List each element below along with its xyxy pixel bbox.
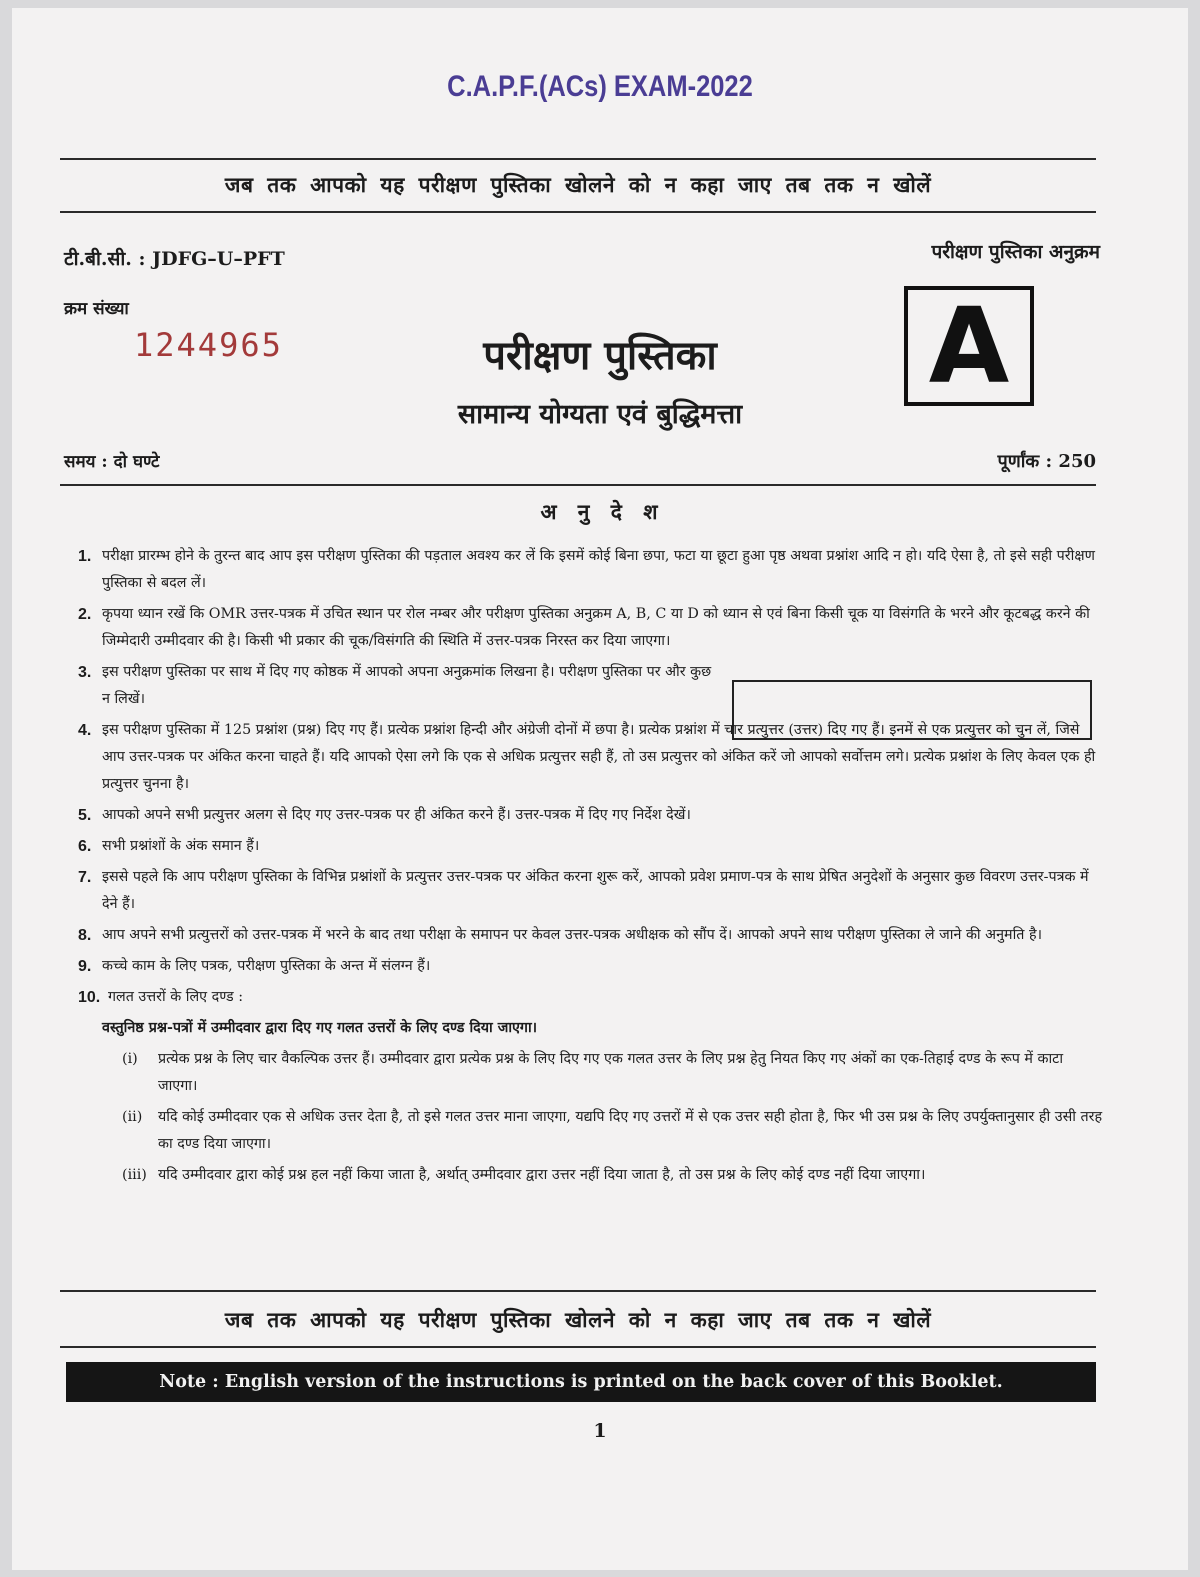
exam-stamp: C.A.P.F.(ACs) EXAM-2022 <box>447 70 753 103</box>
serial-label: क्रम संख्या <box>64 299 129 319</box>
page-number: 1 <box>593 1420 607 1442</box>
booklet-title: परीक्षण पुस्तिका <box>483 332 717 379</box>
penalty-item: (ii) यदि कोई उम्मीदवार एक से अधिक उत्तर देता है, तो इसे गलत उत्तर माना जाएगा, यद्यपि दिए गए उत्तरों में से एक उत्तर सही होता है, फिर भी उस प्रश्न के लिए उपर्युक्तानुसार ही उसी तरह का दण्ड दिया जाएगा। <box>122 1109 1103 1152</box>
divider <box>60 211 1096 213</box>
warning-bottom: जब तक आपको यह परीक्षण पुस्तिका खोलने को न कहा जाए तब तक न खोलें <box>224 1307 932 1332</box>
list-item: 5. आपको अपने सभी प्रत्युत्तर अलग से दिए गए उत्तर-पत्रक पर ही अंकित करने हैं। उत्तर-पत्रक में दिए गए निर्देश देखें। <box>78 807 691 824</box>
series-letter: A <box>928 285 1010 407</box>
booklet-subject: सामान्य योग्यता एवं बुद्धिमत्ता <box>457 399 743 430</box>
penalty-item: (iii) यदि उम्मीदवार द्वारा कोई प्रश्न हल नहीं किया जाता है, अर्थात् उम्मीदवार द्वारा उत्तर नहीं दिया जाता है, तो उस प्रश्न के लिए कोई दण्ड नहीं दिया जाएगा। <box>122 1167 926 1183</box>
list-item: 7. इससे पहले कि आप परीक्षण पुस्तिका के विभिन्न प्रश्नांशों के प्रत्युत्तर उत्तर-पत्रक पर अंकित करना शुरू करें, आपको प्रवेश प्रमाण-पत्र के साथ प्रेषित अनुदेशों के अनुसार कुछ विवरण उत्तर-पत्रक में देने हैं। <box>78 869 1089 912</box>
warning-top: जब तक आपको यह परीक्षण पुस्तिका खोलने को न कहा जाए तब तक न खोलें <box>224 172 932 197</box>
exam-booklet-cover <box>12 8 1188 1570</box>
divider <box>60 1346 1096 1348</box>
serial-number: 1244965 <box>134 326 283 364</box>
list-item: 9. कच्चे काम के लिए पत्रक, परीक्षण पुस्तिका के अन्त में संलग्न हैं। <box>78 958 431 975</box>
list-item: 10. गलत उत्तरों के लिए दण्ड : <box>78 989 244 1006</box>
penalty-item: (i) प्रत्येक प्रश्न के लिए चार वैकल्पिक उत्तर हैं। उम्मीदवार द्वारा प्रत्येक प्रश्न के लिए दिए गए एक गलत उत्तर के लिए प्रश्न हेतु नियत किए गए अंकों का एक-तिहाई दण्ड के रूप में काटा जाएगा। <box>122 1051 1064 1094</box>
time-allowed: समय : दो घण्टे <box>64 452 160 472</box>
divider <box>60 1290 1096 1292</box>
list-item: 8. आप अपने सभी प्रत्युत्तरों को उत्तर-पत्रक में भरने के बाद तथा परीक्षा के समापन पर केवल उत्तर-पत्रक अधीक्षक को सौंप दें। आपको अपने साथ परीक्षण पुस्तिका ले जाने की अनुमति है। <box>78 927 1042 944</box>
list-item: 2. कृपया ध्यान रखें कि OMR उत्तर-पत्रक में उचित स्थान पर रोल नम्बर और परीक्षण पुस्तिका अनुक्रम A, B, C या D को ध्यान से एवं बिना किसी चूक या विसंगति के भरने और कूटबद्ध करने की जिम्मेदारी उम्मीदवार की है। किसी भी प्रकार की चूक/विसंगति की स्थिति में उत्तर-पत्रक निरस्त कर दिया जाएगा। <box>78 606 1090 649</box>
list-item: 3. इस परीक्षण पुस्तिका पर साथ में दिए गए कोष्ठक में आपको अपना अनुक्रमांक लिखना है। परीक्षण पुस्तिका पर और कुछ न लिखें। <box>78 664 712 707</box>
list-item: 4. इस परीक्षण पुस्तिका में 125 प्रश्नांश (प्रश्न) दिए गए हैं। प्रत्येक प्रश्नांश हिन्दी और अंग्रेजी दोनों में छपा है। प्रत्येक प्रश्नांश में चार प्रत्युत्तर (उत्तर) दिए गए हैं। इनमें से एक प्रत्युत्तर को चुन लें, जिसे आप उत्तर-पत्रक पर अंकित करना चाहते हैं। यदि आपको ऐसा लगे कि एक से अधिक प्रत्युत्तर सही हैं, तो उस प्रत्युत्तर को अंकित करें जो आपको सर्वोत्तम लगे। प्रत्येक प्रश्नांश के लिए केवल एक ही प्रत्युत्तर चुनना है। <box>78 722 1096 792</box>
list-item: 1. परीक्षा प्रारम्भ होने के तुरन्त बाद आप इस परीक्षण पुस्तिका की पड़ताल अवश्य कर लें कि इसमें कोई बिना छपा, फटा या छूटा हुआ पृष्ठ अथवा प्रश्नांश आदि न हो। यदि ऐसा है, तो इसे सही परीक्षण पुस्तिका से बदल लें। <box>78 548 1095 591</box>
series-label: परीक्षण पुस्तिका अनुक्रम <box>931 241 1100 263</box>
divider <box>60 158 1096 160</box>
instructions-list <box>78 543 1104 1193</box>
list-item: 6. सभी प्रश्नांशों के अंक समान हैं। <box>78 838 260 855</box>
full-marks: पूर्णांक : 250 <box>997 451 1096 472</box>
series-letter-box <box>904 286 1034 406</box>
english-version-note: Note : English version of the instructions is printed on the back cover of this Booklet. <box>66 1362 1096 1402</box>
divider <box>60 484 1096 486</box>
tbc-code: टी.बी.सी. : JDFG–U–PFT <box>64 248 285 270</box>
instructions-title: अ नु दे श <box>540 499 660 524</box>
penalty-intro: वस्तुनिष्ठ प्रश्न-पत्रों में उम्मीदवार द्वारा दिए गए गलत उत्तरों के लिए दण्ड दिया जाएगा। <box>102 1020 538 1036</box>
